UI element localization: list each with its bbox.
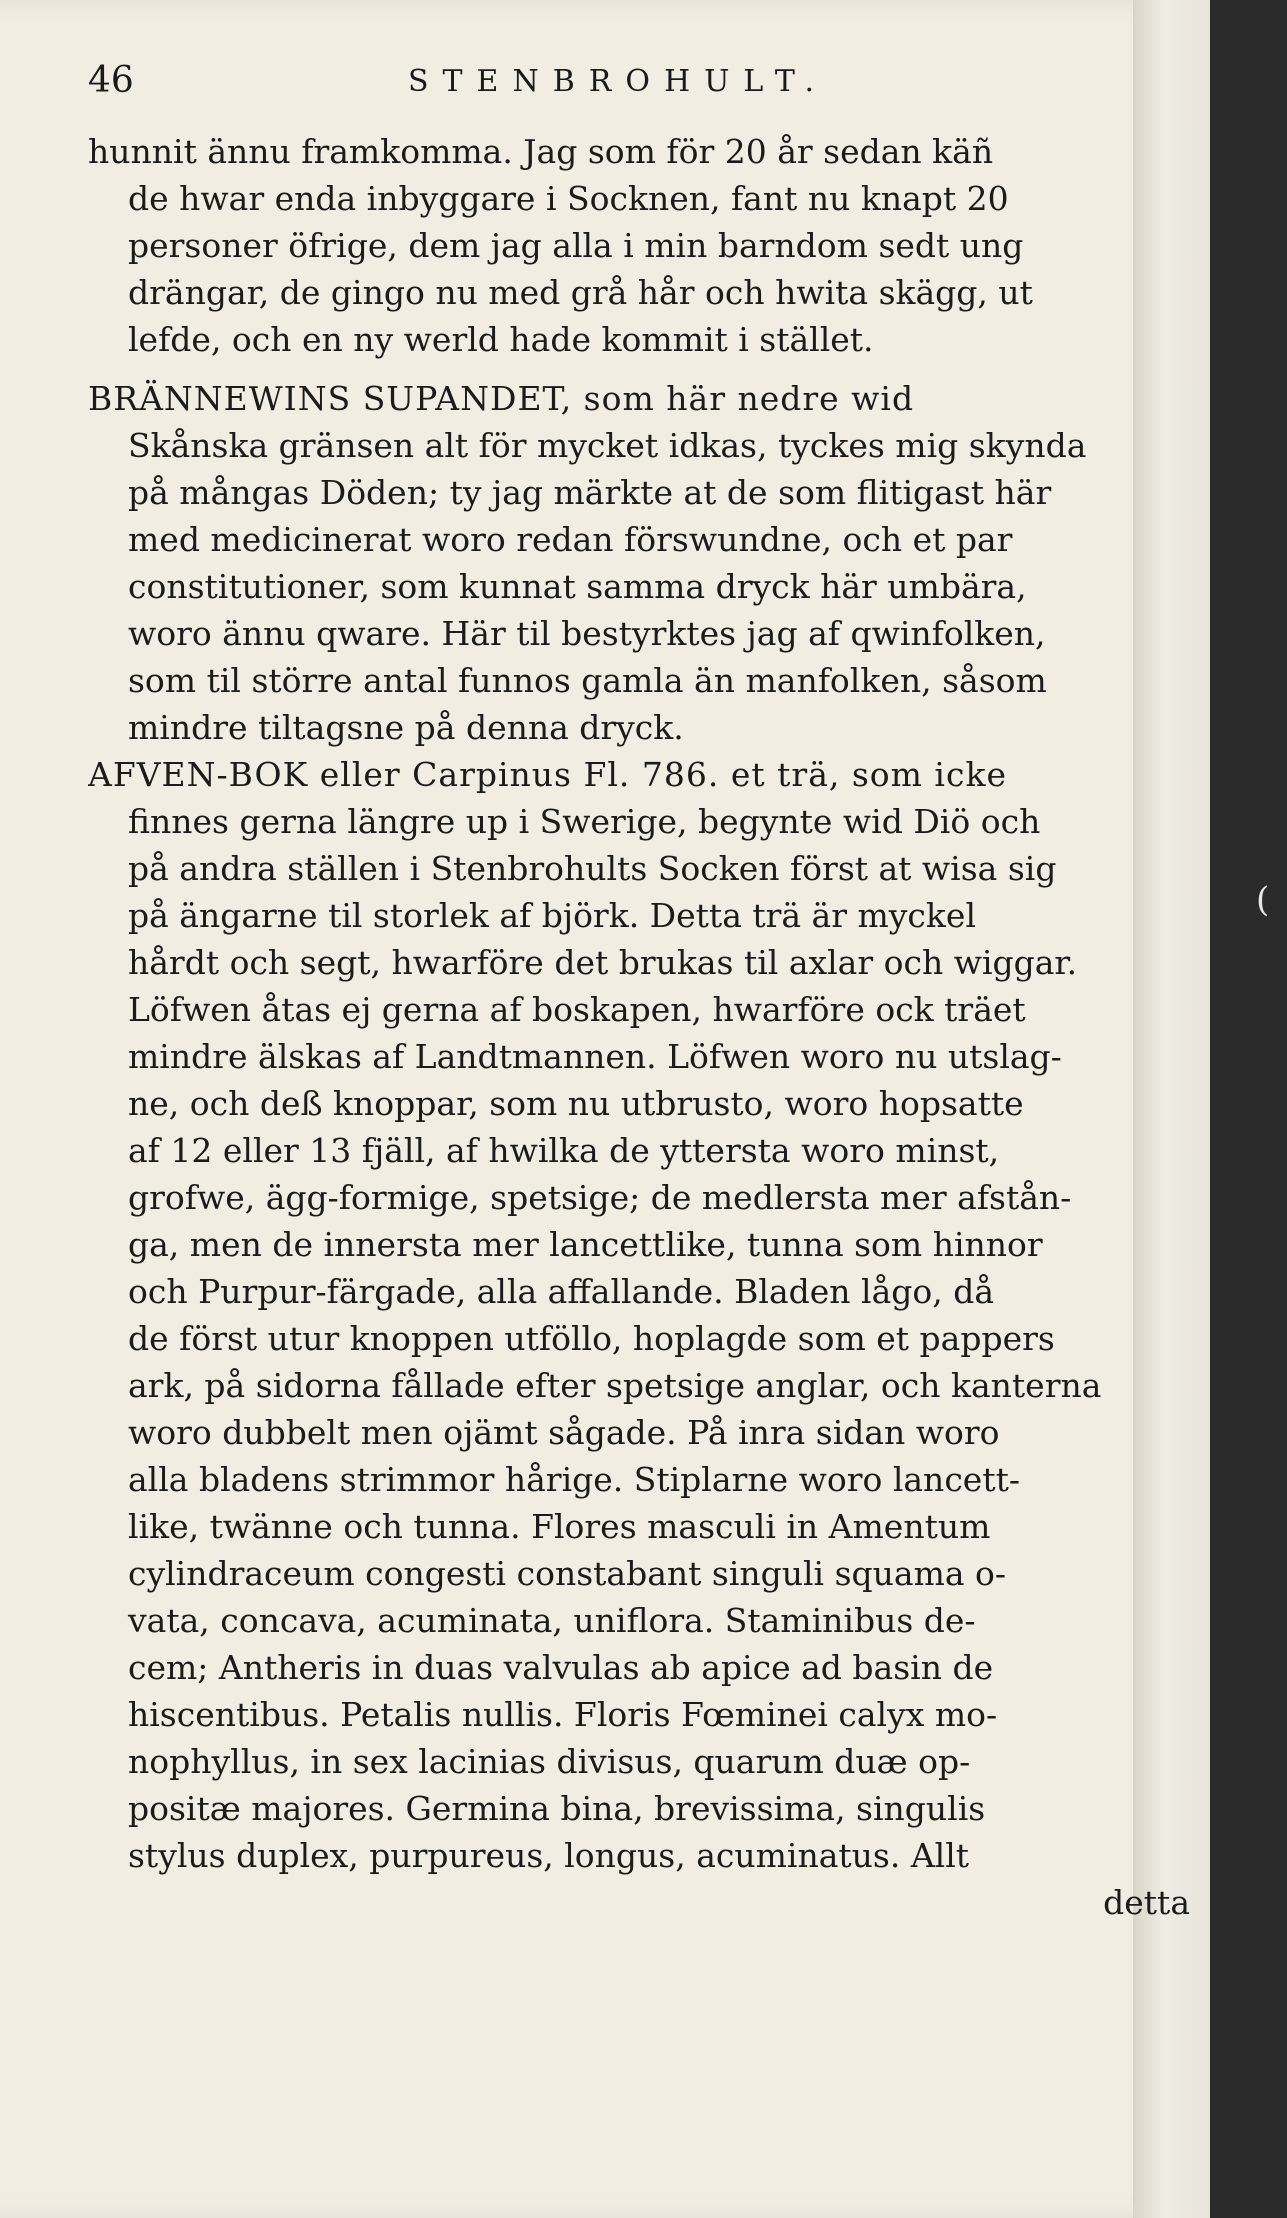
text-line: ga, men de innersta mer lancettlike, tunna som hinnor	[128, 1225, 1043, 1264]
catchword: detta	[1103, 1883, 1190, 1922]
page-number: 46	[88, 60, 134, 101]
page-header	[88, 60, 1188, 110]
text-line: drängar, de gingo nu med grå hår och hwita skägg, ut	[128, 273, 1033, 312]
text-line: cem; Antheris in duas valvulas ab apice ad basin de	[128, 1648, 994, 1687]
text-line: mindre tiltagsne på denna dryck.	[128, 708, 684, 747]
text-line: nophyllus, in sex lacinias divisus, quarum duæ op-	[128, 1742, 971, 1781]
text-line: lefde, och en ny werld hade kommit i stället.	[128, 320, 874, 359]
text-line: hunnit ännu framkomma. Jag som för 20 år sedan käñ	[88, 132, 994, 171]
body-text	[88, 128, 1198, 1926]
text-line: som til större antal funnos gamla än manfolken, såsom	[128, 661, 1047, 700]
text-line: grofwe, ägg-formige, spetsige; de medlersta mer afstån-	[128, 1178, 1072, 1217]
text-line: woro ännu qware. Här til bestyrktes jag af qwinfolken,	[128, 614, 1046, 653]
text-line: de hwar enda inbyggare i Socknen, fant nu knapt 20	[128, 179, 1009, 218]
running-title: STENBROHULT.	[408, 64, 828, 99]
text-line: BRÄNNEWINS SUPANDET, som här nedre wid	[88, 379, 915, 418]
text-line: woro dubbelt men ojämt sågade. På inra sidan woro	[128, 1413, 1000, 1452]
text-line: med medicinerat woro redan förswundne, och et par	[128, 520, 1013, 559]
margin-mark: (	[1256, 880, 1270, 920]
text-line: stylus duplex, purpureus, longus, acuminatus. Allt	[128, 1836, 970, 1875]
text-line: personer öfrige, dem jag alla i min barndom sedt ung	[128, 226, 1024, 265]
text-line: Löfwen åtas ej gerna af boskapen, hwarföre ock träet	[128, 990, 1026, 1029]
text-line: ark, på sidorna fållade efter spetsige anglar, och kanterna	[128, 1366, 1102, 1405]
text-line: på andra ställen i Stenbrohults Socken först at wisa sig	[128, 849, 1057, 888]
text-line: vata, concava, acuminata, uniflora. Staminibus de-	[128, 1601, 976, 1640]
text-line: på ängarne til storlek af björk. Detta trä är myckel	[128, 896, 976, 935]
text-line: AFVEN-BOK eller Carpinus Fl. 786. et trä, som icke	[88, 755, 1007, 794]
text-line: hårdt och segt, hwarföre det brukas til axlar och wiggar.	[128, 943, 1078, 982]
text-line: finnes gerna längre up i Swerige, begynte wid Diö och	[128, 802, 1041, 841]
text-line: af 12 eller 13 fjäll, af hwilka de yttersta woro minst,	[128, 1131, 1000, 1170]
text-line: och Purpur-färgade, alla affallande. Bladen lågo, då	[128, 1272, 995, 1311]
text-line: hiscentibus. Petalis nullis. Floris Fœminei calyx mo-	[128, 1695, 998, 1734]
text-line: på mångas Döden; ty jag märkte at de som flitigast här	[128, 473, 1052, 512]
text-line: mindre älskas af Landtmannen. Löfwen woro nu utslag-	[128, 1037, 1062, 1076]
text-line: ne, och deß knoppar, som nu utbrusto, woro hopsatte	[128, 1084, 1024, 1123]
text-line: positæ majores. Germina bina, brevissima, singulis	[128, 1789, 986, 1828]
text-line: alla bladens strimmor hårige. Stiplarne woro lancett-	[128, 1460, 1020, 1499]
text-line: Skånska gränsen alt för mycket idkas, tyckes mig skynda	[128, 426, 1087, 465]
text-line: de först utur knoppen utföllo, hoplagde som et pappers	[128, 1319, 1055, 1358]
text-line: cylindraceum congesti constabant singuli squama o-	[128, 1554, 1007, 1593]
text-line: like, twänne och tunna. Flores masculi in Amentum	[128, 1507, 991, 1546]
text-line: constitutioner, som kunnat samma dryck här umbära,	[128, 567, 1027, 606]
